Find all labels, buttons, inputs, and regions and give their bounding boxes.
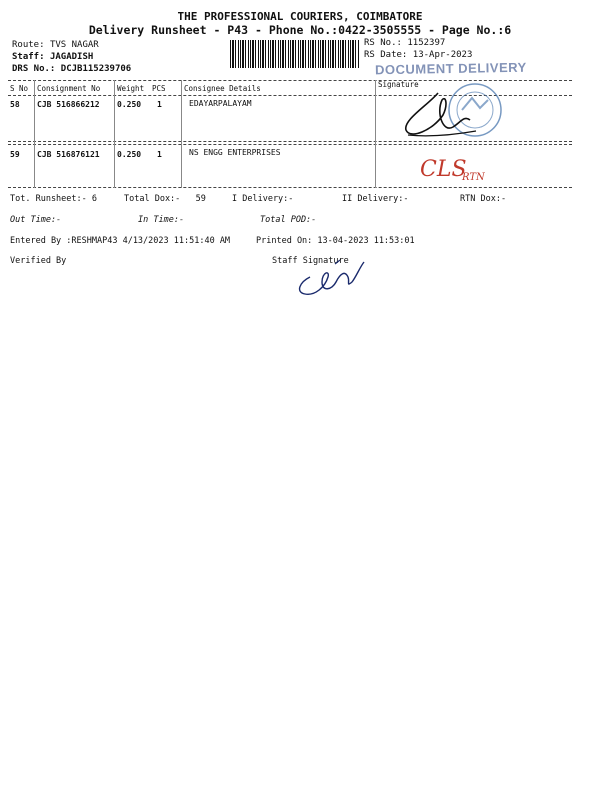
table-row-weight: 0.250 (117, 150, 142, 159)
rs-date-line (364, 50, 472, 60)
drs-label: DRS No.: (12, 64, 56, 74)
total-runsheet: Tot. Runsheet:- 6 (10, 194, 98, 204)
ii-delivery: II Delivery:- (342, 194, 409, 204)
drs-value: DCJB115239706 (60, 64, 132, 74)
out-time: Out Time:- (10, 215, 62, 225)
runsheet-subtitle: Delivery Runsheet - P43 - Phone No.:0422-3505555 - Page No.:6 (88, 23, 512, 37)
table-row-sno: 59 (10, 150, 20, 159)
red-annotation-rtn: RTN (462, 172, 485, 183)
col-header-consignee: Consignee Details (184, 84, 261, 93)
rs-no-line (364, 38, 445, 48)
printed-on: Printed On: 13-04-2023 11:53:01 (256, 236, 415, 246)
col-header-signature: Signature (378, 80, 419, 89)
table-row-consignment: CJB 516876121 (37, 150, 100, 159)
rs-no-label: RS No.: (364, 38, 402, 48)
table-row-consignee: EDAYARPALAYAM (189, 99, 252, 108)
col-header-sno: S No (10, 84, 29, 93)
col-divider (114, 80, 115, 188)
col-divider (181, 80, 182, 188)
staff-label: Staff: (12, 52, 45, 62)
table-bottom-rule (8, 187, 572, 188)
entered-by: Entered By :RESHMAP43 4/13/2023 11:51:40 AM (10, 236, 231, 246)
i-delivery: I Delivery:- (232, 194, 294, 204)
handwritten-signature (398, 85, 478, 145)
table-row-pcs: 1 (157, 100, 162, 109)
staff-signature-label: Staff Signature (272, 256, 349, 266)
table-row-consignee: NS ENGG ENTERPRISES (189, 148, 281, 157)
company-title: THE PROFESSIONAL COURIERS, COIMBATORE (177, 10, 423, 23)
red-annotation-cls: CLS (420, 157, 467, 182)
col-header-weight: Weight (117, 84, 145, 93)
staff-line (12, 52, 93, 62)
staff-value: JAGADISH (49, 52, 94, 62)
col-divider (375, 80, 376, 188)
col-divider (34, 80, 35, 188)
table-row-weight: 0.250 (117, 100, 142, 109)
drs-line (12, 64, 131, 74)
verified-by: Verified By (10, 256, 67, 266)
staff-signature-scribble (290, 252, 380, 302)
table-row-pcs: 1 (157, 150, 162, 159)
rtn-dox: RTN Dox:- (460, 194, 507, 204)
rs-date-value: 13-Apr-2023 (412, 50, 473, 60)
barcode (230, 40, 360, 68)
route-label: Route: (12, 40, 45, 50)
route-line (12, 40, 99, 50)
rs-date-label: RS Date: (364, 50, 408, 60)
rs-no-value: 1152397 (407, 38, 446, 48)
document-delivery-stamp: DOCUMENT DELIVERY (374, 59, 527, 78)
table-row-consignment: CJB 516866212 (37, 100, 100, 109)
col-header-pcs: PCS (152, 84, 166, 93)
route-value: TVS NAGAR (49, 40, 99, 50)
in-time: In Time:- (138, 215, 185, 225)
total-dox: Total Dox:- 59 (124, 194, 206, 204)
col-header-consignment: Consignment No (37, 84, 101, 93)
table-row-sno: 58 (10, 100, 20, 109)
total-pod: Total POD:- (260, 215, 317, 225)
